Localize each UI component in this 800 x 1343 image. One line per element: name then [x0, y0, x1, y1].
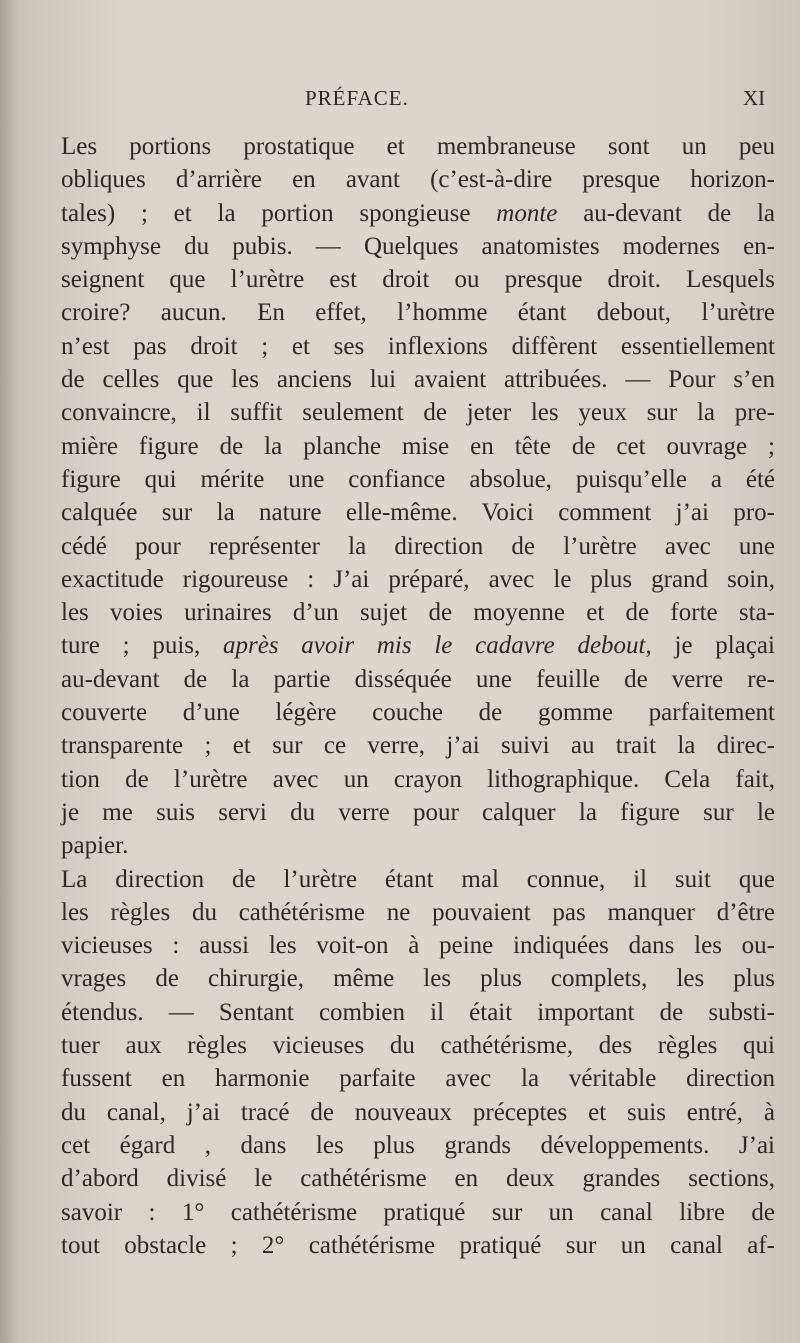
text-segment: je me suis servi du verre pour calquer la figure sur le [61, 798, 775, 826]
italic-text: après avoir mis le cadavre debout [223, 632, 646, 660]
text-segment: tales) ; et la portion spongieuse [61, 199, 497, 227]
text-segment: mière figure de la planche mise en tête de cet ouvrage ; [61, 432, 775, 460]
text-segment: d’abord divisé le cathétérisme en deux grandes sections, [61, 1165, 775, 1193]
text-line [61, 563, 775, 596]
text-segment: La direction de l’urètre étant mal connue, il suit que [61, 865, 775, 893]
text-line [61, 130, 775, 163]
text-line [61, 1162, 775, 1195]
text-segment: croire? aucun. En effet, l’homme étant debout, l’urètre [61, 299, 775, 327]
text-segment: figure qui mérite une confiance absolue, puisqu’elle a été [61, 465, 775, 493]
text-line [61, 197, 775, 230]
text-line [61, 396, 775, 429]
text-segment: transparente ; et sur ce verre, j’ai suivi au trait la direc- [61, 732, 775, 760]
text-segment: Les portions prostatique et membraneuse sont un peu [61, 133, 775, 160]
text-segment: n’est pas droit ; et ses inflexions diffèrent essentiellement [61, 332, 775, 360]
text-line [61, 1196, 775, 1229]
text-segment: convaincre, il suffit seulement de jeter les yeux sur la pre- [61, 399, 775, 427]
italic-text: monte [496, 199, 558, 227]
text-line [61, 163, 775, 196]
text-segment: exactitude rigoureuse : J’ai préparé, avec le plus grand soin, [61, 565, 775, 593]
text-line [61, 796, 775, 829]
text-line [61, 296, 775, 329]
text-line [61, 530, 775, 563]
text-segment: du canal, j’ai tracé de nouveaux préceptes et suis entré, à [61, 1098, 775, 1126]
running-head [0, 86, 800, 116]
text-line [61, 330, 775, 363]
text-line [61, 596, 775, 629]
text-line [61, 263, 775, 296]
text-segment: , je plaçai [645, 632, 775, 660]
text-segment: tout obstacle ; 2° cathétérisme pratiqué sur un canal af- [61, 1231, 775, 1259]
text-line [61, 696, 775, 729]
text-line [61, 763, 775, 796]
text-line [61, 1096, 775, 1129]
text-segment: ture ; puis, [61, 632, 223, 660]
text-line [61, 1029, 775, 1062]
text-line [61, 663, 775, 696]
text-line [61, 996, 775, 1029]
text-segment: fussent en harmonie parfaite avec la véritable direction [61, 1065, 775, 1093]
text-line [61, 230, 775, 263]
text-segment: vrages de chirurgie, même les plus complets, les plus [61, 965, 775, 993]
text-segment: savoir : 1° cathétérisme pratiqué sur un canal libre de [61, 1198, 775, 1226]
page-edge-shadow [0, 0, 18, 1343]
text-line [61, 463, 775, 496]
text-line [61, 829, 775, 862]
text-segment: cédé pour représenter la direction de l’urètre avec une [61, 532, 775, 560]
text-line [61, 1129, 775, 1162]
text-line [61, 363, 775, 396]
running-head-title: PRÉFACE. [305, 86, 409, 110]
text-segment: les règles du cathétérisme ne pouvaient pas manquer d’être [61, 898, 775, 926]
text-segment: étendus. — Sentant combien il était important de substi- [61, 998, 775, 1026]
text-segment: tuer aux règles vicieuses du cathétérisme, des règles qui [61, 1032, 775, 1060]
text-segment: au-devant de la partie disséquée une feuille de verre re- [61, 665, 775, 693]
text-line [61, 1229, 775, 1262]
text-line [61, 929, 775, 962]
text-line [61, 962, 775, 995]
text-line [61, 863, 775, 896]
text-segment: obliques d’arrière en avant (c’est-à-dire presque horizon- [61, 166, 775, 194]
text-line [61, 896, 775, 929]
text-segment: les voies urinaires d’un sujet de moyenne et de forte sta- [61, 599, 775, 627]
text-line [61, 430, 775, 463]
text-segment: tion de l’urètre avec un crayon lithographique. Cela fait, [61, 765, 775, 793]
text-segment: couverte d’une légère couche de gomme parfaitement [61, 699, 775, 727]
text-segment: cet égard , dans les plus grands développements. J’ai [61, 1131, 775, 1159]
text-segment: vicieuses : aussi les voit-on à peine indiquées dans les ou- [61, 932, 775, 960]
text-line [61, 729, 775, 762]
text-segment: de celles que les anciens lui avaient attribuées. — Pour s’en [61, 366, 775, 394]
body-text [61, 130, 775, 1262]
text-segment: symphyse du pubis. — Quelques anatomistes modernes en- [61, 232, 775, 260]
text-segment: papier. [61, 832, 129, 860]
text-line [61, 629, 775, 662]
text-segment: calquée sur la nature elle-même. Voici comment j’ai pro- [61, 499, 775, 527]
text-line [61, 1062, 775, 1095]
text-segment: seignent que l’urètre est droit ou presque droit. Lesquels [61, 266, 775, 294]
text-segment: au-devant de la [557, 199, 776, 227]
text-line [61, 496, 775, 529]
page-number: XI [743, 86, 766, 110]
